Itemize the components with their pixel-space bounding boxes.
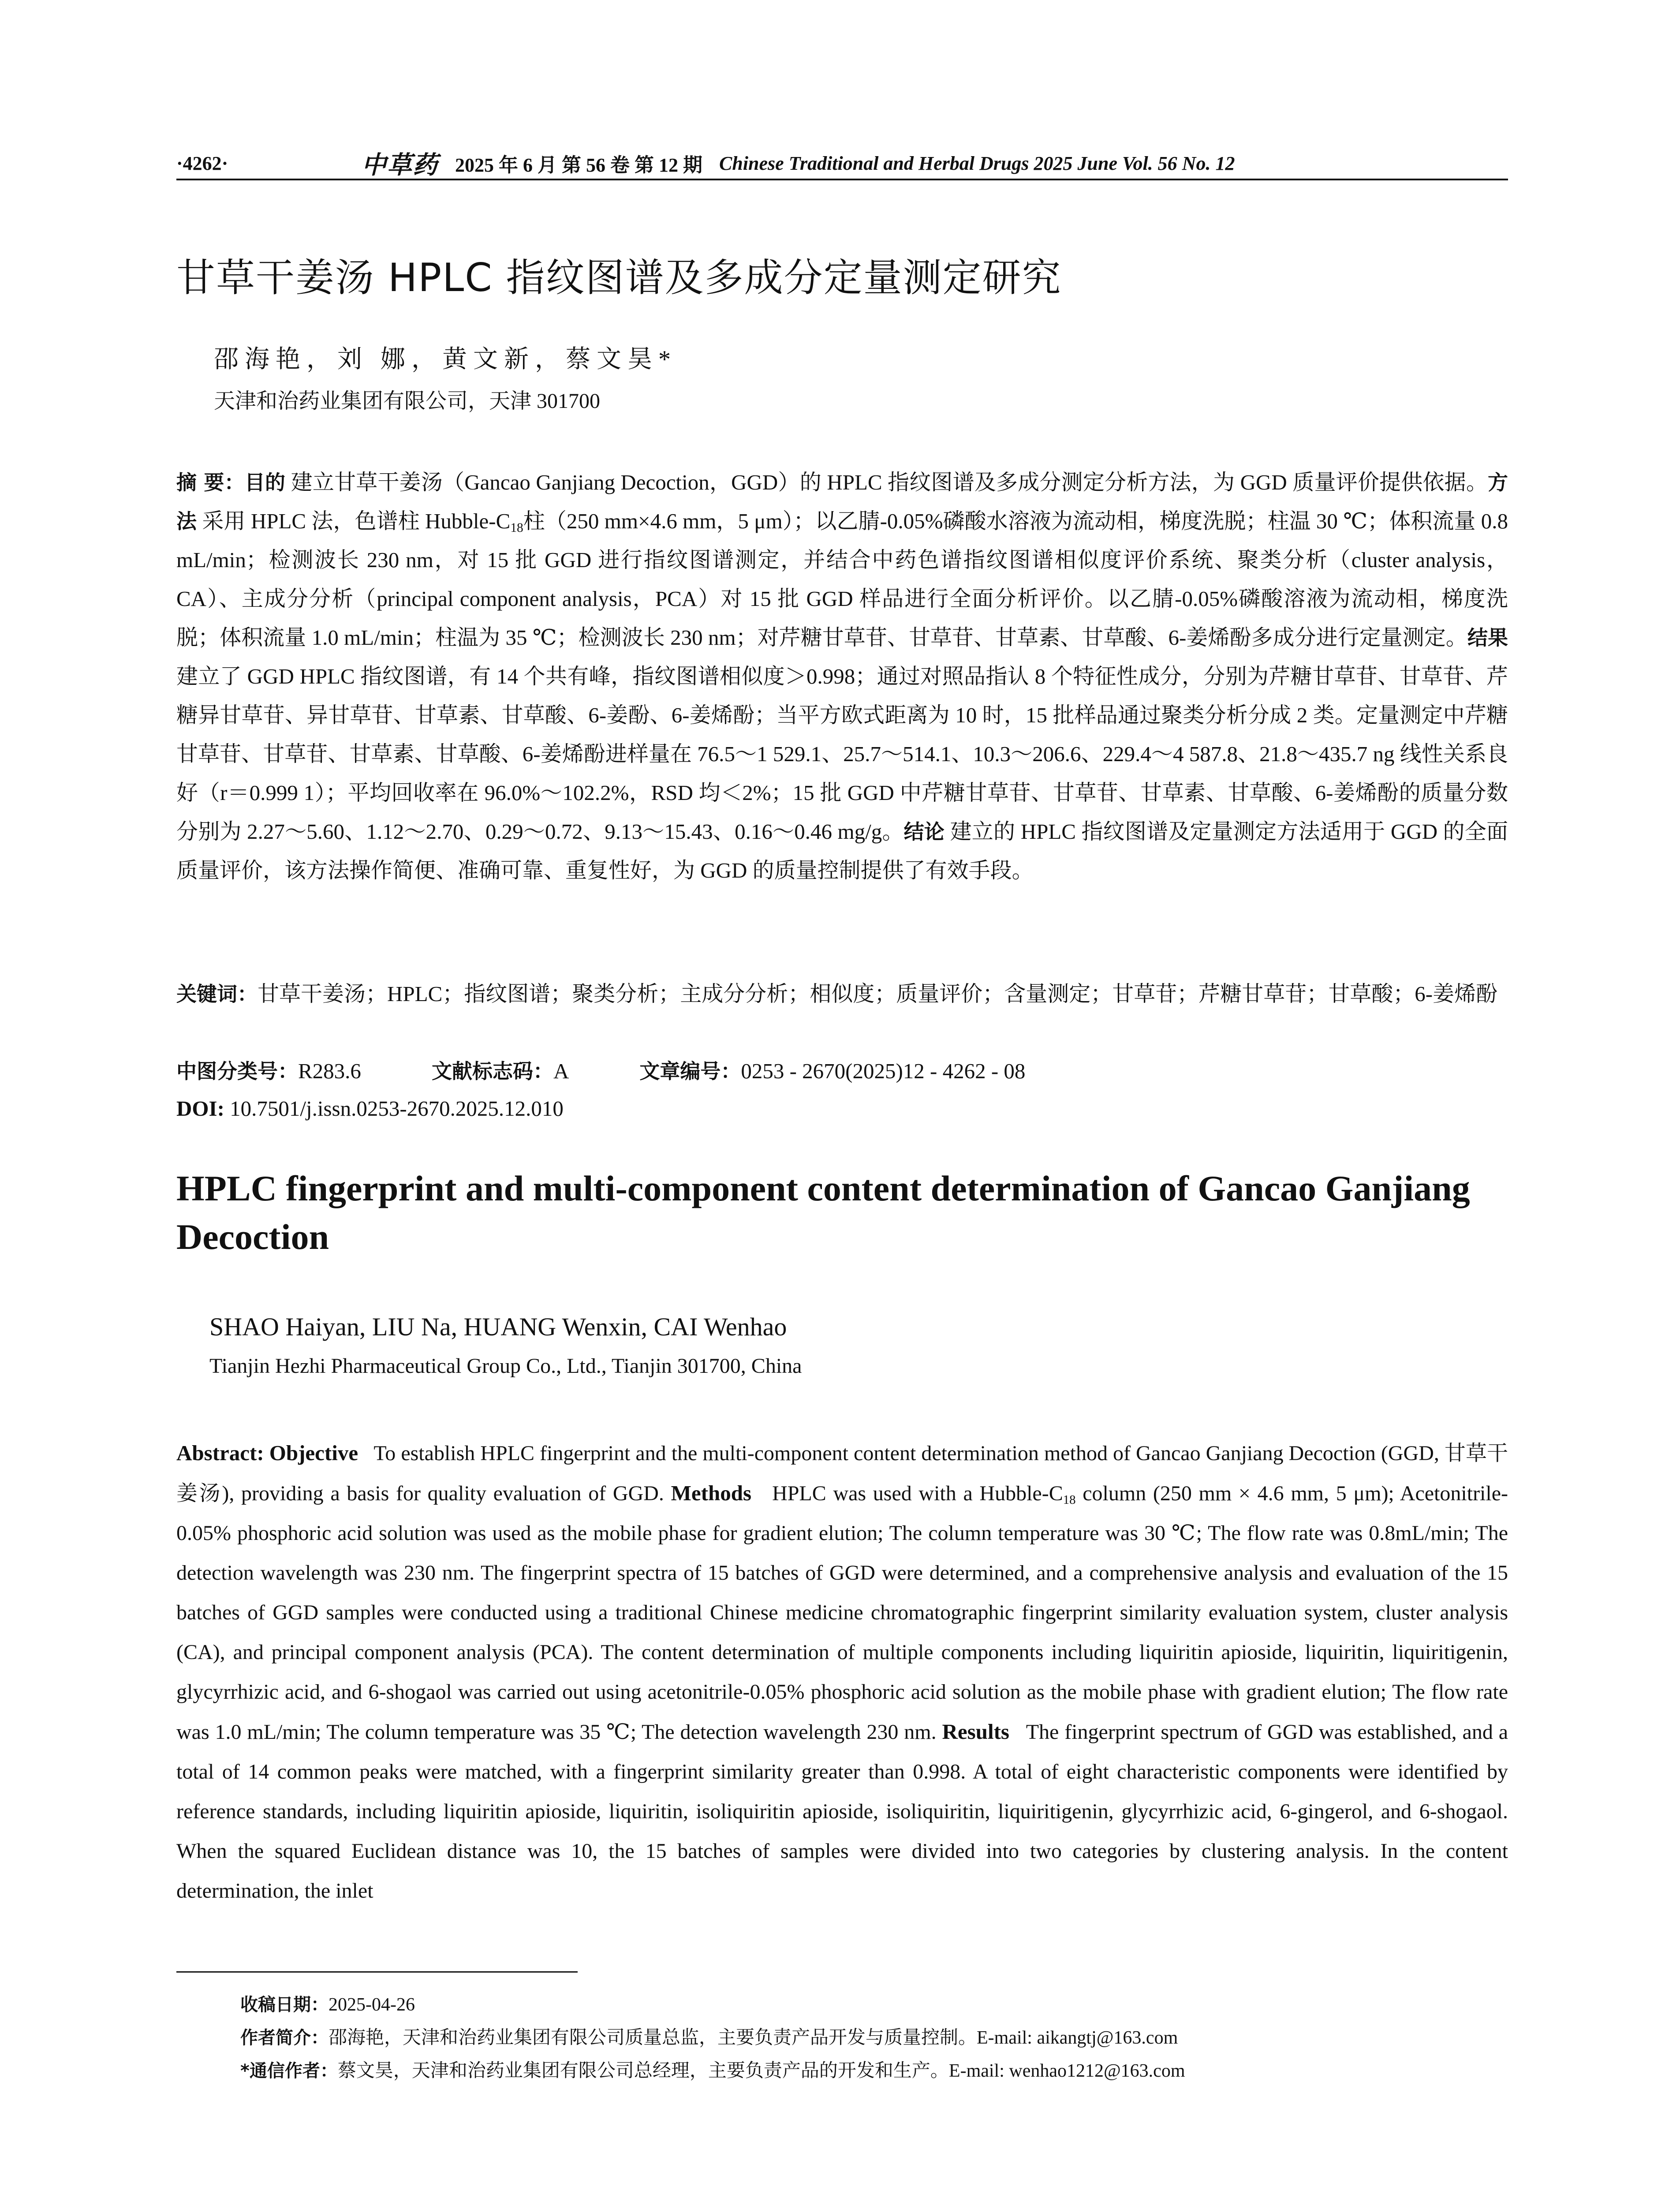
clc-label: 中图分类号：	[176, 1059, 298, 1083]
cn-abstract	[176, 463, 1508, 890]
doc-code-item	[432, 1052, 569, 1091]
en-affiliation: Tianjin Hezhi Pharmaceutical Group Co., Ltd., Tianjin 301700, China	[209, 1354, 802, 1378]
cn-methods-subscript: 18	[510, 521, 523, 535]
cn-methods-text: 柱（250 mm×4.6 mm，5 μm）；以乙腈-0.05%磷酸水溶液为流动相，梯度洗脱；柱温 30 ℃；体积流量 0.8 mL/min；检测波长 230 nm，对 15 批 GGD 进行指纹图谱测定，并结合中药色谱指纹图谱相似度评价系统、聚类分析（cluster analysis，CA）、主成分分析（principal component analysis，PCA）对 15 批 GGD 样品进行全面分析评价。以乙腈-0.05%磷酸溶液为流动相，梯度洗脱；体积流量 1.0 mL/min；柱温为 35 ℃；检测波长 230 nm；对芹糖甘草苷、甘草苷、甘草素、甘草酸、6-姜烯酚多成分进行定量测定。	[176, 509, 1508, 650]
cn-keywords	[176, 975, 1508, 1013]
en-results-label: Results	[942, 1719, 1009, 1744]
corresponding-label: *通信作者：	[240, 2061, 338, 2081]
en-objective-label: Objective	[269, 1441, 358, 1465]
footnote-received	[240, 1989, 1510, 2021]
page-number: ·4262·	[176, 152, 228, 174]
en-methods-label: Methods	[671, 1481, 752, 1505]
author-bio-label: 作者简介：	[240, 2028, 329, 2048]
journal-info-en: Chinese Traditional and Herbal Drugs 2025 June Vol. 56 No. 12	[719, 152, 1235, 174]
cn-methods-text-pre: 采用 HPLC 法，色谱柱 Hubble-C	[202, 509, 511, 533]
doi-label: DOI:	[176, 1096, 224, 1121]
article-no-label: 文章编号：	[639, 1059, 741, 1083]
issue-info-cn: 2025 年 6 月 第 56 卷 第 12 期	[455, 154, 702, 176]
cn-objective-label: 目的	[244, 471, 286, 494]
header-rule	[176, 179, 1508, 180]
article-no-value: 0253 - 2670(2025)12 - 4262 - 08	[741, 1059, 1026, 1083]
received-value: 2025-04-26	[329, 1995, 415, 2015]
doi-line	[176, 1089, 1508, 1128]
author-bio-value: 邵海艳，天津和治药业集团有限公司质量总监，主要负责产品开发与质量控制。E-mail: aikangtj@163.com	[329, 2028, 1178, 2048]
clc-value: R283.6	[298, 1059, 361, 1083]
en-abstract-label: Abstract:	[176, 1441, 264, 1465]
en-methods-text: column (250 mm × 4.6 mm, 5 μm); Acetonitrile-0.05% phosphoric acid solution was used as the mobile phase for gradient elution; The column temperature was 30 ℃; The flow rate was 0.8mL/min; The detection wavelength was 230 nm. The fingerprint spectra of 15 batches of GGD were determined, and a comprehensive analysis and evaluation of the 15 batches of GGD samples were conducted using a traditional Chinese medicine chromatographic fingerprint similarity evaluation system, cluster analysis (CA), and principal component analysis (PCA). The content determination of multiple components including liquiritin apioside, liquiritin, liquiritigenin, glycyrrhizic acid, and 6-shogaol was carried out using acetonitrile-0.05% phosphoric acid solution as the mobile phase with gradient elution; The flow rate was 1.0 mL/min; The column temperature was 35 ℃; The detection wavelength 230 nm.	[176, 1482, 1508, 1744]
cn-abstract-label: 摘 要：	[176, 471, 245, 494]
corresponding-value: 蔡文昊，天津和治药业集团有限公司总经理，主要负责产品的开发和生产。E-mail: wenhao1212@163.com	[337, 2061, 1185, 2081]
running-header	[176, 146, 1508, 181]
cn-keywords-label: 关键词：	[176, 982, 258, 1006]
footnote-author-bio	[240, 2022, 1510, 2054]
cn-conclusion-label: 结论	[903, 820, 945, 844]
doi-value: 10.7501/j.issn.0253-2670.2025.12.010	[230, 1096, 564, 1121]
cn-results-label: 结果	[1467, 626, 1508, 650]
footnote-rule	[176, 1971, 578, 1973]
journal-name-cn: 中草药	[362, 152, 438, 179]
footnote-corresponding	[240, 2055, 1510, 2087]
doc-code-value: A	[553, 1059, 569, 1083]
cn-authors: 邵海艳，刘 娜，黄文新，蔡文昊*	[214, 346, 677, 373]
cn-methods-label: 方法	[176, 471, 1508, 533]
en-abstract	[176, 1433, 1508, 1911]
clc-item	[176, 1052, 361, 1091]
cn-classification-row	[176, 1052, 1508, 1091]
en-methods-subscript: 18	[1063, 1493, 1076, 1507]
en-methods-text-pre: HPLC was used with a Hubble-C	[772, 1482, 1063, 1505]
cn-title: 甘草干姜汤 HPLC 指纹图谱及多成分定量测定研究	[176, 255, 1062, 300]
doc-code-label: 文献标志码：	[431, 1059, 553, 1083]
cn-objective-text: 建立甘草干姜汤（Gancao Ganjiang Decoction，GGD）的 HPLC 指纹图谱及多成分测定分析方法，为 GGD 质量评价提供依据。	[291, 470, 1488, 494]
en-title: HPLC fingerprint and multi-component content determination of Gancao Ganjiang Decoction	[176, 1168, 1470, 1257]
en-objective-text: To establish HPLC fingerprint and the multi-component content determination method of Gancao Ganjiang Decoction (GGD, 甘草干姜汤), providing a basis for quality evaluation of GGD.	[176, 1442, 1508, 1505]
cn-keywords-text: 甘草干姜汤；HPLC；指纹图谱；聚类分析；主成分分析；相似度；质量评价；含量测定；甘草苷；芹糖甘草苷；甘草酸；6-姜烯酚	[258, 982, 1498, 1006]
article-no-item	[639, 1052, 1025, 1091]
cn-conclusion-text: 建立的 HPLC 指纹图谱及定量测定方法适用于 GGD 的全面质量评价，该方法操作简便、准确可靠、重复性好，为 GGD 的质量控制提供了有效手段。	[176, 819, 1508, 882]
cn-results-text: 建立了 GGD HPLC 指纹图谱，有 14 个共有峰，指纹图谱相似度＞0.998；通过对照品指认 8 个特征性成分，分别为芹糖甘草苷、甘草苷、芹糖异甘草苷、异甘草苷、甘草素、甘草酸、6-姜酚、6-姜烯酚；当平方欧式距离为 10 时，15 批样品通过聚类分析分成 2 类。定量测定中芹糖甘草苷、甘草苷、甘草素、甘草酸、6-姜烯酚进样量在 76.5～1 529.1、25.7～514.1、10.3～206.6、229.4～4 587.8、21.8～435.7 ng 线性关系良好（r＝0.999 1）；平均回收率在 96.0%～102.2%，RSD 均＜2%；15 批 GGD 中芹糖甘草苷、甘草苷、甘草素、甘草酸、6-姜烯酚的质量分数分别为 2.27～5.60、1.12～2.70、0.29～0.72、9.13～15.43、0.16～0.46 mg/g。	[176, 664, 1508, 844]
en-authors: SHAO Haiyan, LIU Na, HUANG Wenxin, CAI Wenhao	[209, 1312, 787, 1341]
cn-affiliation: 天津和治药业集团有限公司，天津 301700	[214, 389, 601, 413]
en-results-text: The fingerprint spectrum of GGD was established, and a total of 14 common peaks were matched, with a fingerprint similarity greater than 0.998. A total of eight characteristic components were identified by reference standards, including liquiritin apioside, liquiritin, isoliquiritin apioside, isoliquiritin, liquiritigenin, glycyrrhizic acid, 6-gingerol, and 6-shogaol. When the squared Euclidean distance was 10, the 15 batches of samples were divided into two categories by clustering analysis. In the content determination, the inlet	[176, 1720, 1508, 1902]
received-label: 收稿日期：	[240, 1995, 329, 2015]
